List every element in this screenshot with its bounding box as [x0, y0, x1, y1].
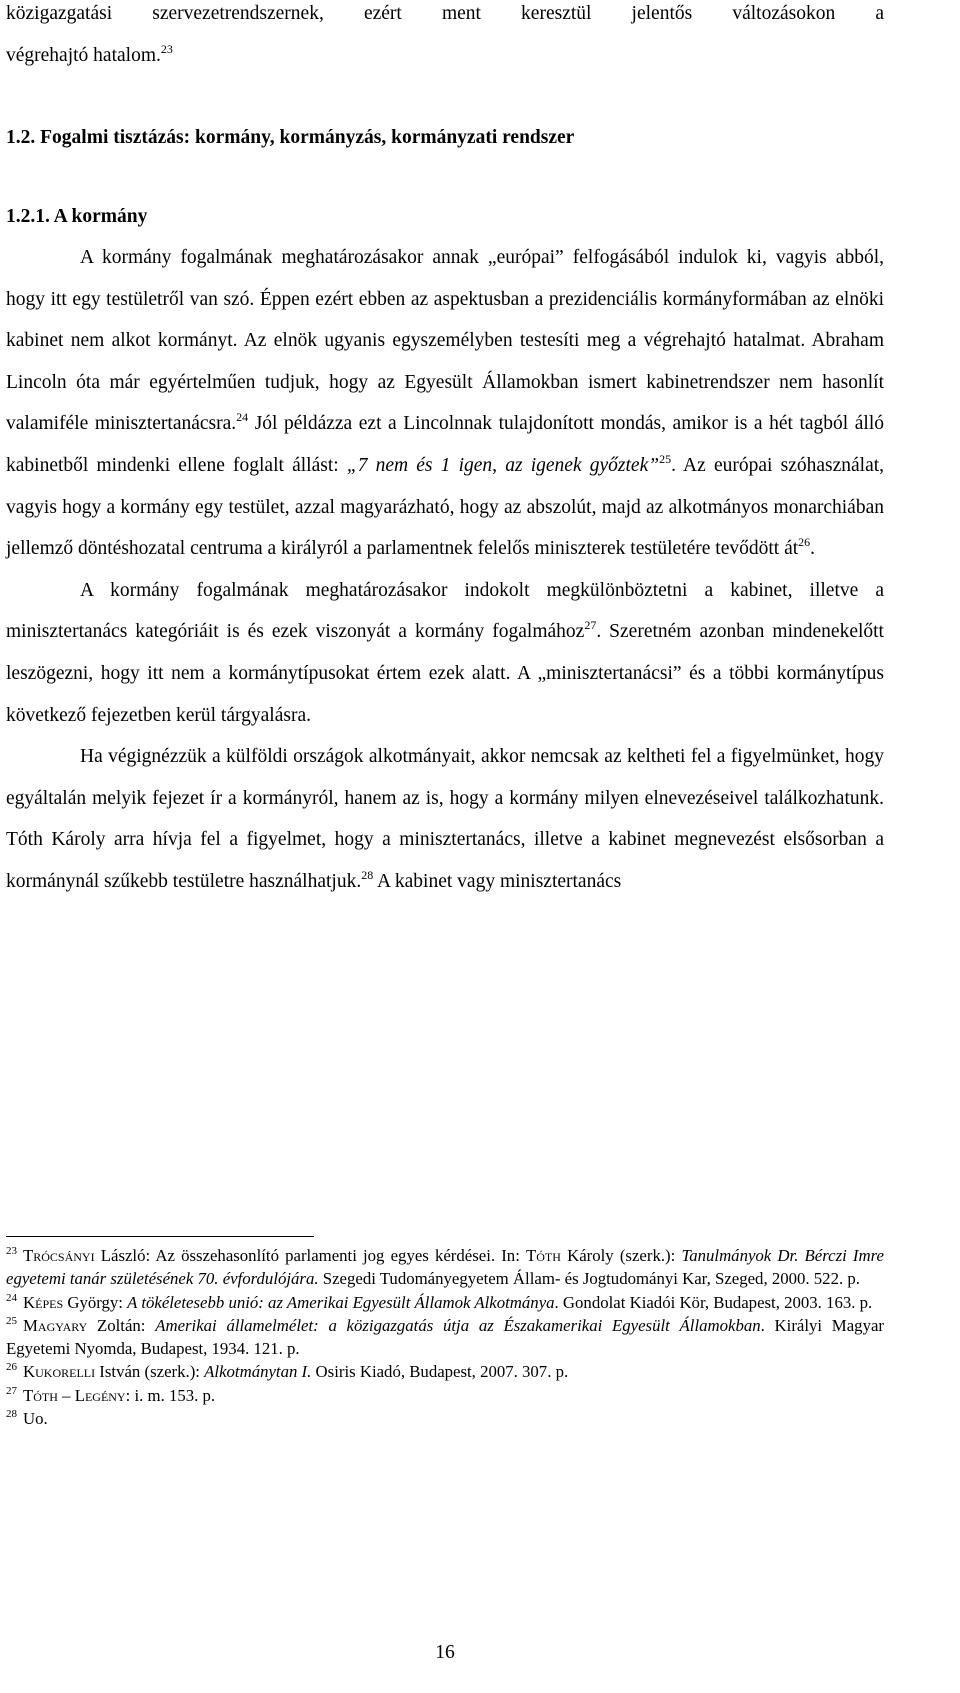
subsection-heading: 1.2.1. A kormány	[6, 206, 148, 227]
quote: „7 nem és 1 igen, az igenek győztek”	[346, 454, 660, 476]
subsection	[6, 197, 884, 903]
footnote-number: 23	[6, 1245, 17, 1257]
footnote	[6, 1360, 884, 1383]
section-heading: 1.2. Fogalmi tisztázás: kormány, kormányzás, kormányzati rendszer	[6, 127, 575, 148]
footnote-text: Uo.	[23, 1409, 48, 1429]
footnote	[6, 1384, 884, 1407]
footnote-text: Szegedi Tudományegyetem Állam- és Jogtudományi Kar, Szeged, 2000. 522. p.	[318, 1269, 860, 1289]
footnote-divider	[6, 1236, 314, 1237]
footnote-author: Képes	[23, 1292, 64, 1312]
footnote-title: A tökéletesebb unió: az Amerikai Egyesült Államok Alkotmánya	[127, 1292, 555, 1312]
footnote-title: Amerikai államelmélet: a közigazgatás útja az Északamerikai Egyesült Államokban	[155, 1315, 761, 1335]
footnote-author: Kukorelli	[23, 1362, 96, 1382]
footnote-number: 24	[6, 1291, 17, 1304]
footnote-text: . Királyi Magyar Egyetemi Nyomda, Budapest, 1934. 121. p.	[6, 1315, 884, 1359]
footnote-number: 25	[6, 1314, 17, 1327]
page-number: 16	[435, 1642, 455, 1663]
paragraph-text: . Szeretném azonban mindenekelőtt leszögezni, hogy itt nem a kormánytípusokat értem ezek alatt. A „minisztertanácsi” és a többi kormánytípus következő fejezetben kerül tárgyalásra.	[6, 621, 884, 726]
paragraph-text: A kormány fogalmának meghatározásakor annak „európai” felfogásából indulok ki, vagyis abból, hogy itt egy testületről van szó. Éppen ezért ebben az aspektusban a prezidenciális kormányformában az elnöki kabinet nem alkot kormányt. Az elnök ugyanis egyszemélyben testesíti meg a végrehajtó hatalmat. Abraham Lincoln óta már egyértelműen tudjuk, hogy az Egyesült Államokban ismert kabinetrendszer nem hasonlít valamiféle minisztertanácsra.	[6, 247, 884, 435]
footnote-text: Osiris Kiadó, Budapest, 2007. 307. p.	[311, 1362, 569, 1382]
footnote	[6, 1291, 884, 1314]
footnote	[6, 1314, 884, 1361]
footnote-text: György:	[63, 1292, 128, 1312]
footnote-ref: 23	[160, 41, 173, 56]
paragraph	[6, 736, 884, 902]
footnote-text: László: Az összehasonlító parlamenti jog egyes kérdései. In:	[94, 1246, 527, 1265]
footnote-author: Magyary	[23, 1315, 88, 1335]
footnotes	[6, 1244, 884, 1430]
paragraph-text: A kabinet vagy minisztertanács	[373, 870, 622, 892]
footnote-ref: 27	[584, 618, 597, 633]
footnote-title: Alkotmánytan I.	[204, 1362, 312, 1382]
footnote-ref: 28	[361, 867, 374, 882]
body-text-line: közigazgatási szervezetrendszernek, ezért ment keresztül jelentős változásokon a	[6, 3, 884, 24]
footnote-author: Tóth – Legény	[23, 1385, 126, 1405]
footnote-title: Tanulmányok Dr. Bérczi Imre egyetemi tanár születésének 70. évfordulójára.	[6, 1246, 884, 1289]
body-text-line: végrehajtó hatalom.	[6, 44, 161, 66]
footnote-number: 27	[6, 1384, 17, 1397]
footnote-text: Zoltán:	[87, 1315, 156, 1335]
footnote	[6, 1407, 884, 1430]
paragraph	[6, 570, 884, 736]
top-paragraph-continuation	[6, 0, 884, 76]
footnote-number: 28	[6, 1408, 17, 1421]
paragraph-text: .	[810, 538, 816, 560]
footnote-text: . Gondolat Kiadói Kör, Budapest, 2003. 163. p.	[554, 1292, 873, 1312]
paragraph-text: A kormány fogalmának meghatározásakor indokolt megkülönböztetni a kabinet, illetve a minisztertanács kategóriáit is és ezek viszonyát a kormány fogalmához	[6, 579, 884, 643]
footnote-text: : i. m. 153. p.	[125, 1385, 216, 1405]
footnote-ref: 25	[659, 451, 672, 466]
footnote-text: István (szerk.):	[95, 1362, 205, 1382]
paragraph-text: . Az európai szóhasználat, vagyis hogy a kormány egy testület, azzal magyarázható, hogy az abszolút, majd az alkotmányos monarchiában jellemző döntéshozatal centruma a királyról a parlamentnek felelős miniszterek testületére tevődött át	[6, 454, 885, 560]
footnote-author: Tóth	[526, 1246, 561, 1265]
paragraph-text: Ha végignézzük a külföldi országok alkotmányait, akkor nemcsak az keltheti fel a figyelmünket, hogy egyáltalán melyik fejezet ír a kormányról, hanem az is, hogy a kormány milyen elnevezéseivel találkozhatunk. Tóth Károly arra hívja fel a figyelmet, hogy a minisztertanács, illetve a kabinet megnevezést elsősorban a kormánynál szűkebb testületre használhatjuk.	[6, 746, 884, 892]
paragraph-text: Jól példázza ezt a Lincolnnak tulajdonított mondás, amikor is a hét tagból álló kabinetből mindenki ellene foglalt állást:	[6, 413, 884, 476]
footnote-ref: 24	[236, 410, 249, 425]
footnote-number: 26	[6, 1361, 17, 1374]
footnote-text: Károly (szerk.):	[560, 1246, 682, 1265]
footnote-ref: 26	[798, 535, 811, 550]
body-text	[6, 237, 884, 903]
footnote-author: Trócsányi	[23, 1246, 95, 1265]
footnote	[6, 1244, 884, 1291]
paragraph	[6, 237, 884, 570]
